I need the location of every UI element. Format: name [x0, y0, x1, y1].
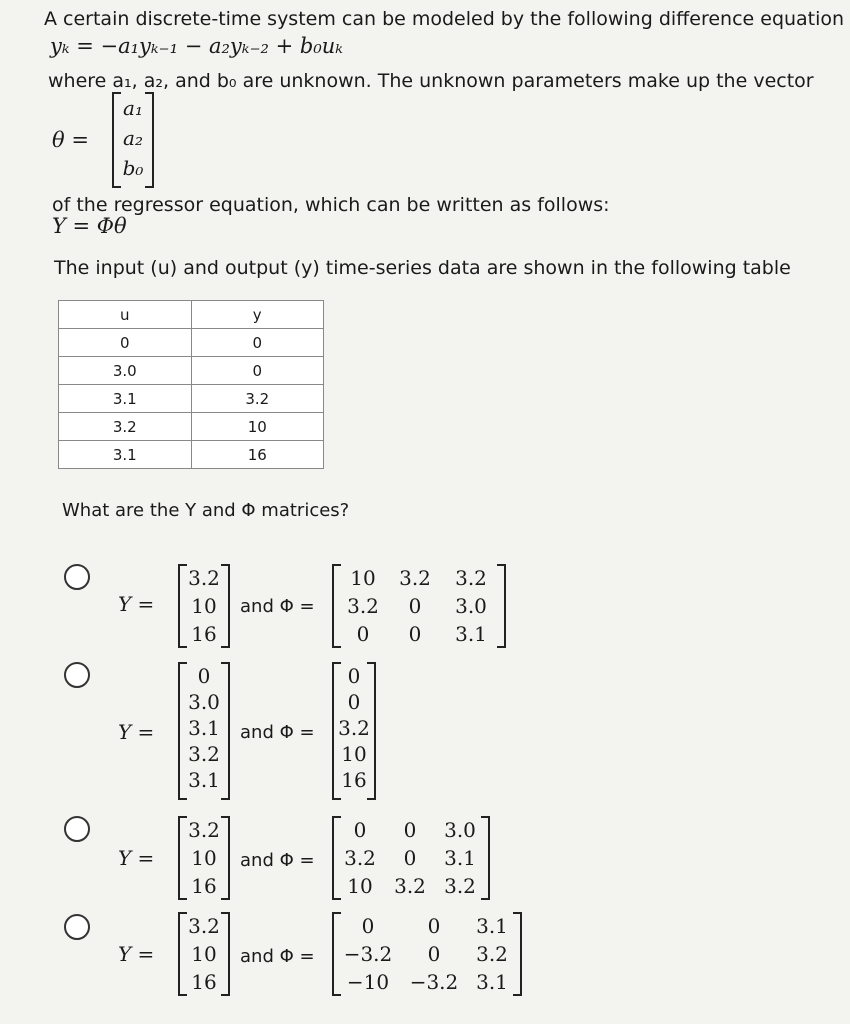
option-1-y-label: Y =	[118, 592, 155, 616]
matrix-cell: 0	[347, 690, 361, 714]
option-2-y-matrix	[178, 662, 230, 800]
matrix-cell: 0	[403, 846, 417, 870]
matrix-cell: 10	[191, 942, 217, 966]
matrix-cell: 0	[347, 664, 361, 688]
matrix-cell: 3.2	[188, 914, 220, 938]
matrix-cell: 0	[197, 664, 211, 688]
matrix-cell: 3.2	[344, 846, 376, 870]
table-row	[59, 357, 324, 385]
option-4-phi-matrix	[332, 912, 522, 996]
matrix-cell: 0	[408, 594, 422, 618]
matrix-cell: 3.1	[188, 716, 220, 740]
option-1-and-phi: and Φ =	[240, 596, 315, 617]
intro-line-1: A certain discrete-time system can be modeled by the following difference equation	[44, 8, 845, 30]
option-3-and-phi: and Φ =	[240, 850, 315, 871]
theta-vector	[112, 92, 154, 188]
option-2-radio[interactable]	[64, 662, 90, 688]
matrix-cell: 0	[353, 818, 367, 842]
cell-y: 10	[191, 413, 324, 441]
matrix-cell: 3.0	[444, 818, 476, 842]
matrix-cell: 3.2	[347, 594, 379, 618]
matrix-cell: 0	[356, 622, 370, 646]
theta-a1: a₁	[123, 96, 143, 120]
matrix-cell: 10	[341, 742, 367, 766]
table-row	[59, 413, 324, 441]
matrix-cell: 3.2	[394, 874, 426, 898]
matrix-cell: 3.2	[188, 818, 220, 842]
cell-u: 3.1	[59, 385, 192, 413]
option-2-phi-matrix	[332, 662, 376, 800]
matrix-cell: 3.2	[338, 716, 370, 740]
matrix-cell: 10	[350, 566, 376, 590]
option-4-y-matrix	[178, 912, 230, 996]
difference-equation: yₖ = −a₁yₖ₋₁ − a₂yₖ₋₂ + b₀uₖ	[50, 34, 343, 58]
cell-y: 0	[191, 357, 324, 385]
option-2-y-label: Y =	[118, 720, 155, 744]
intro-line-3: where a₁, a₂, and b₀ are unknown. The unknown parameters make up the vector	[48, 70, 814, 92]
matrix-cell: 3.1	[444, 846, 476, 870]
data-table	[58, 300, 324, 469]
option-4-y-label: Y =	[118, 942, 155, 966]
header-y: y	[191, 301, 324, 329]
matrix-cell: 3.0	[188, 690, 220, 714]
matrix-cell: 3.1	[476, 970, 508, 994]
question-text: What are the Y and Φ matrices?	[62, 500, 350, 521]
matrix-cell: 3.2	[188, 742, 220, 766]
theta-b0: b₀	[122, 156, 144, 180]
cell-u: 3.1	[59, 441, 192, 469]
header-u: u	[59, 301, 192, 329]
cell-y: 0	[191, 329, 324, 357]
matrix-cell: 10	[191, 846, 217, 870]
cell-u: 0	[59, 329, 192, 357]
table-row	[59, 385, 324, 413]
matrix-cell: 3.2	[444, 874, 476, 898]
cell-y: 16	[191, 441, 324, 469]
option-4-and-phi: and Φ =	[240, 946, 315, 967]
intro-line-5: of the regressor equation, which can be written as follows:	[52, 194, 610, 216]
matrix-cell: 3.0	[455, 594, 487, 618]
option-2-and-phi: and Φ =	[240, 722, 315, 743]
option-3-phi-matrix	[332, 816, 490, 900]
matrix-cell: 16	[191, 622, 217, 646]
matrix-cell: 0	[427, 914, 441, 938]
matrix-cell: −3.2	[409, 970, 459, 994]
table-header-row	[59, 301, 324, 329]
matrix-cell: −3.2	[343, 942, 393, 966]
matrix-cell: 3.2	[476, 942, 508, 966]
regressor-equation: Y = Φθ	[52, 214, 127, 238]
option-1-phi-matrix	[332, 564, 506, 648]
theta-label: θ =	[52, 128, 89, 152]
cell-u: 3.2	[59, 413, 192, 441]
matrix-cell: 3.1	[188, 768, 220, 792]
matrix-cell: 0	[408, 622, 422, 646]
cell-u: 3.0	[59, 357, 192, 385]
option-3-radio[interactable]	[64, 816, 90, 842]
option-1-y-matrix	[178, 564, 230, 648]
option-4-radio[interactable]	[64, 914, 90, 940]
matrix-cell: 0	[361, 914, 375, 938]
matrix-cell: 3.1	[455, 622, 487, 646]
table-row	[59, 441, 324, 469]
matrix-cell: 0	[427, 942, 441, 966]
cell-y: 3.2	[191, 385, 324, 413]
matrix-cell: 10	[191, 594, 217, 618]
option-3-y-label: Y =	[118, 846, 155, 870]
matrix-cell: 3.1	[476, 914, 508, 938]
matrix-cell: 16	[341, 768, 367, 792]
option-3-y-matrix	[178, 816, 230, 900]
matrix-cell: 0	[403, 818, 417, 842]
matrix-cell: −10	[346, 970, 390, 994]
matrix-cell: 3.2	[455, 566, 487, 590]
matrix-cell: 16	[191, 970, 217, 994]
intro-line-7: The input (u) and output (y) time-series data are shown in the following table	[54, 257, 791, 279]
matrix-cell: 10	[347, 874, 373, 898]
matrix-cell: 3.2	[188, 566, 220, 590]
theta-a2: a₂	[123, 126, 143, 150]
option-1-radio[interactable]	[64, 564, 90, 590]
matrix-cell: 16	[191, 874, 217, 898]
table-row	[59, 329, 324, 357]
matrix-cell: 3.2	[399, 566, 431, 590]
